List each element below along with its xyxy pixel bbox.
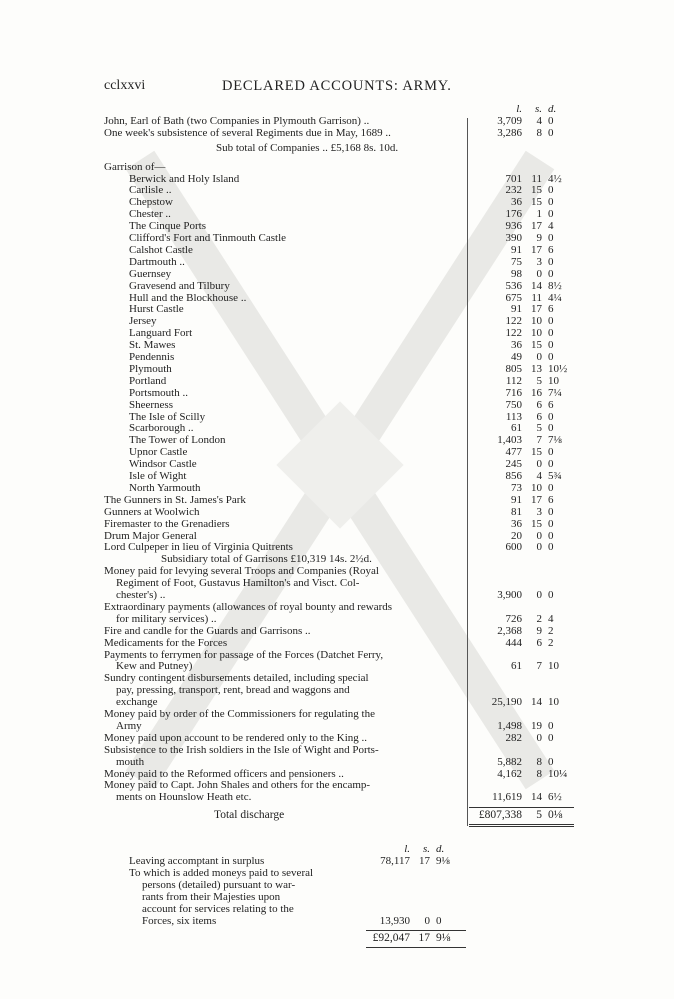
pounds-value: 282 — [505, 731, 522, 744]
pounds-value: 122 — [505, 327, 522, 340]
pence-value: 9⅛ — [436, 932, 451, 945]
pence-value: 0⅛ — [548, 809, 563, 822]
pounds-value: 856 — [505, 470, 522, 482]
pence-value: 0 — [548, 589, 554, 601]
shillings-value: 4 — [536, 114, 542, 127]
pounds-value: 477 — [505, 446, 522, 459]
shillings-value: 6 — [536, 410, 542, 423]
pence-value: 4½ — [548, 172, 562, 185]
shillings-value: 7 — [536, 660, 542, 673]
shillings-value: 5 — [536, 422, 542, 435]
running-title: DECLARED ACCOUNTS: ARMY. — [222, 78, 452, 94]
pence-value: 6 — [548, 493, 554, 506]
pence-value: 6 — [548, 398, 554, 411]
garrison-row — [104, 185, 574, 197]
rule-below-total — [469, 824, 574, 825]
garrison-row — [104, 364, 574, 376]
shillings-value: 14 — [531, 791, 542, 804]
item-text: Money paid to Capt. John Shales and others for the encamp- — [104, 779, 371, 792]
item-text: Extraordinary payments (allowances of royal bounty and rewards — [104, 600, 393, 613]
pence-value: 0 — [548, 755, 554, 768]
pence-value: 0 — [548, 126, 554, 139]
pence-value: 10 — [548, 696, 559, 709]
item-text: Subsistence to the Irish soldiers in the Isle of Wight and Ports- — [104, 743, 379, 756]
pence-value: 0 — [548, 232, 554, 244]
shillings-value: 17 — [531, 493, 542, 506]
item-text: exchange — [116, 696, 158, 709]
pounds-value: 3,709 — [497, 114, 522, 127]
pounds-value: 113 — [505, 410, 522, 423]
grand-total-row — [104, 933, 574, 945]
pence-value: 0 — [548, 327, 554, 340]
item-text: ments on Hounslow Heath etc. — [116, 791, 252, 804]
entry-label: Windsor Castle — [129, 458, 197, 471]
shillings-value: 10 — [531, 481, 542, 494]
item-text: Sundry contingent disbursements detailed, including special — [104, 672, 369, 685]
entry-label: Upnor Castle — [129, 446, 188, 459]
pounds-value: 73 — [511, 481, 522, 494]
entry-label: Gunners at Woolwich — [104, 505, 200, 518]
pounds-value: 49 — [511, 351, 522, 363]
pounds-value: 444 — [505, 636, 522, 649]
pounds-value: 232 — [505, 184, 522, 197]
added-text: rants from their Majesties upon — [142, 890, 281, 903]
shillings-value: 1 — [536, 208, 542, 221]
entry-label: Clifford's Fort and Tinmouth Castle — [129, 232, 287, 244]
item-row — [104, 626, 574, 638]
shillings-value: 6 — [536, 636, 542, 649]
ledger-row — [104, 128, 574, 140]
item-row — [104, 614, 574, 626]
pounds-value: 1,498 — [497, 719, 522, 732]
garrison-row — [104, 269, 574, 281]
pounds-value: 25,190 — [491, 696, 522, 709]
garrison-row — [104, 400, 574, 412]
entry-label: North Yarmouth — [129, 481, 201, 494]
surplus-label: Leaving accomptant in surplus — [129, 855, 265, 867]
pounds-value: 61 — [511, 660, 522, 673]
entry-label: Hurst Castle — [129, 303, 184, 316]
pounds-value: £92,047 — [372, 932, 410, 945]
pounds-value: 13,930 — [379, 914, 410, 927]
added-text: persons (detailed) pursuant to war- — [142, 878, 296, 891]
column-heading-pence: d. — [548, 103, 557, 115]
garrison-row — [104, 352, 574, 364]
pounds-value: 176 — [505, 208, 522, 221]
pounds-value: 112 — [505, 374, 522, 387]
subtotal-companies: Sub total of Companies .. £5,168 8s. 10d. — [216, 141, 399, 154]
pence-value: 0 — [548, 719, 554, 732]
pence-value: 9⅛ — [436, 855, 450, 867]
entry-label: Gravesend and Tilbury — [129, 279, 230, 292]
entry-label: Isle of Wight — [129, 470, 187, 482]
entry-label: Dartmouth .. — [129, 255, 185, 268]
item-row — [104, 745, 574, 757]
pence-value: 0 — [548, 422, 554, 435]
pounds-value: 91 — [511, 493, 522, 506]
garrison-row — [104, 245, 574, 257]
pounds-value: 122 — [505, 315, 522, 328]
item-text: Fire and candle for the Guards and Garrisons .. — [104, 624, 311, 637]
column-heading-pounds: l. — [516, 103, 522, 115]
pence-value: 2 — [548, 624, 554, 637]
pence-value: 0 — [548, 505, 554, 518]
shillings-value: 15 — [531, 184, 542, 197]
shillings-value: 15 — [531, 446, 542, 459]
page-header — [0, 78, 674, 98]
pence-value: 7⅛ — [548, 434, 562, 447]
entry-label: Sheerness — [129, 398, 173, 411]
pounds-value: £807,338 — [478, 809, 522, 822]
shillings-value: 2 — [536, 612, 542, 625]
entry-label: John, Earl of Bath (two Companies in Plymouth Garrison) .. — [104, 114, 370, 127]
column-heading-shillings: s. — [422, 843, 430, 856]
folio-number: cclxxvi — [104, 78, 146, 93]
pence-value: 5¾ — [548, 470, 562, 482]
pounds-value: 36 — [511, 517, 522, 530]
ledger-row — [104, 519, 574, 531]
shillings-value: 11 — [531, 172, 542, 185]
entry-label: Guernsey — [129, 267, 172, 280]
shillings-value: 5 — [536, 809, 542, 822]
item-text: pay, pressing, transport, rent, bread and waggons and — [116, 684, 350, 697]
pounds-value: 98 — [511, 267, 522, 280]
added-text: account for services relating to the — [142, 902, 294, 915]
pence-value: 0 — [548, 481, 554, 494]
column-heading-pounds: l. — [404, 843, 410, 856]
pounds-value: 936 — [505, 220, 522, 233]
shillings-value: 17 — [531, 220, 542, 233]
item-text: Money paid to the Reformed officers and pensioners .. — [104, 767, 344, 780]
pence-value: 10 — [548, 374, 559, 387]
shillings-value: 3 — [536, 255, 542, 268]
entry-label: Chester .. — [129, 208, 171, 221]
shillings-value: 3 — [536, 505, 542, 518]
item-text: Medicaments for the Forces — [104, 636, 228, 649]
pounds-value: 805 — [505, 362, 522, 375]
amount-column-rule — [467, 118, 468, 826]
shillings-value: 0 — [536, 529, 542, 542]
pounds-value: 20 — [511, 529, 522, 542]
added-row — [104, 880, 574, 892]
entry-label: Scarborough .. — [129, 422, 194, 435]
shillings-value: 17 — [419, 855, 430, 867]
entry-label: Languard Fort — [129, 327, 193, 340]
pounds-value: 5,882 — [497, 755, 522, 768]
added-text: Forces, six items — [142, 914, 217, 927]
pence-value: 0 — [548, 529, 554, 542]
entry-label: Firemaster to the Grenadiers — [104, 517, 230, 530]
garrison-row — [104, 257, 574, 269]
pounds-value: 1,403 — [497, 434, 522, 447]
pence-value: 10 — [548, 660, 559, 673]
added-row — [104, 892, 574, 904]
pounds-value: 701 — [505, 172, 522, 185]
shillings-value: 16 — [531, 386, 542, 399]
garrison-row — [104, 174, 574, 186]
entry-label: Portland — [129, 374, 167, 387]
pounds-value: 675 — [505, 291, 522, 304]
item-text: Money paid by order of the Commissioners for regulating the — [104, 708, 375, 720]
added-text: To which is added moneys paid to several — [129, 866, 314, 879]
pounds-value: 3,286 — [497, 126, 522, 139]
pounds-value: 78,117 — [380, 855, 410, 867]
shillings-value: 9 — [536, 624, 542, 637]
pence-value: 0 — [548, 517, 554, 530]
garrison-row — [104, 340, 574, 352]
pence-value: 0 — [548, 208, 554, 221]
item-row — [104, 602, 574, 614]
shillings-value: 17 — [418, 932, 430, 945]
shillings-value: 19 — [531, 719, 542, 732]
pence-value: 0 — [548, 114, 554, 127]
ledger-row — [104, 507, 574, 519]
pence-value: 6½ — [548, 791, 562, 804]
ledger-row — [104, 495, 574, 507]
shillings-value: 0 — [536, 267, 542, 280]
added-row — [104, 916, 574, 928]
shillings-value: 6 — [536, 398, 542, 411]
pence-value: 0 — [548, 541, 554, 554]
item-text: Money paid for levying several Troops and Companies (Royal — [104, 565, 379, 578]
pence-value: 0 — [436, 914, 442, 927]
pence-value: 0 — [548, 255, 554, 268]
item-row — [104, 721, 574, 733]
pence-value: 0 — [548, 315, 554, 328]
shillings-value: 0 — [536, 541, 542, 554]
pence-value: 10½ — [548, 362, 568, 375]
shillings-value: 8 — [536, 767, 542, 780]
entry-label: One week's subsistence of several Regiments due in May, 1689 .. — [104, 126, 391, 139]
pounds-value: 4,162 — [497, 767, 522, 780]
garrison-heading-row — [104, 162, 574, 174]
pence-value: 4¼ — [548, 291, 562, 304]
pence-value: 2 — [548, 636, 554, 649]
item-row — [104, 638, 574, 650]
item-text: Payments to ferrymen for passage of the Forces (Datchet Ferry, — [104, 648, 384, 661]
item-text: for military services) .. — [116, 612, 217, 625]
pounds-value: 81 — [511, 505, 522, 518]
column-heading-pence: d. — [436, 843, 445, 856]
garrison-row — [104, 483, 574, 495]
shillings-value: 0 — [424, 914, 430, 927]
item-text: Regiment of Foot, Gustavus Hamilton's and Visct. Col- — [116, 577, 360, 590]
pounds-value: 3,900 — [497, 589, 522, 601]
item-row — [104, 792, 574, 804]
entry-label: Lord Culpeper in lieu of Virginia Quitrents — [104, 541, 293, 554]
shillings-value: 0 — [536, 458, 542, 471]
entry-label: St. Mawes — [129, 339, 176, 352]
entry-label: The Tower of London — [129, 434, 226, 447]
shillings-value: 9 — [536, 232, 542, 244]
shillings-value: 0 — [536, 351, 542, 363]
pounds-value: 91 — [511, 243, 522, 256]
item-text: mouth — [116, 755, 145, 768]
pence-value: 10¼ — [548, 767, 568, 780]
shillings-value: 7 — [536, 434, 542, 447]
pounds-value: 726 — [505, 612, 522, 625]
pounds-value: 61 — [511, 422, 522, 435]
entry-label: Pendennis — [129, 351, 175, 363]
shillings-value: 0 — [536, 589, 542, 601]
pence-value: 4 — [548, 612, 554, 625]
pence-value: 6 — [548, 243, 554, 256]
entry-label: Berwick and Holy Island — [129, 172, 240, 185]
pence-value: 0 — [548, 458, 554, 471]
garrison-row — [104, 304, 574, 316]
subtotal-companies-row — [104, 143, 574, 155]
pounds-value: 11,619 — [492, 791, 522, 804]
garrison-row — [104, 281, 574, 293]
pounds-value: 600 — [505, 541, 522, 554]
pence-value: 7¼ — [548, 386, 562, 399]
shillings-value: 11 — [531, 291, 542, 304]
total-discharge-label: Total discharge — [214, 809, 285, 822]
pence-value: 0 — [548, 446, 554, 459]
shillings-value: 0 — [536, 731, 542, 744]
item-text: Money paid upon account to be rendered only to the King .. — [104, 731, 368, 744]
rule-above-total — [469, 807, 574, 808]
pence-value: 6 — [548, 303, 554, 316]
garrison-row — [104, 197, 574, 209]
pence-value: 0 — [548, 410, 554, 423]
entry-label: Plymouth — [129, 362, 172, 375]
shillings-value: 8 — [536, 755, 542, 768]
shillings-value: 15 — [531, 517, 542, 530]
pence-value: 0 — [548, 351, 554, 363]
pounds-value: 2,368 — [497, 624, 522, 637]
pounds-value: 750 — [505, 398, 522, 411]
item-text: chester's) .. — [116, 589, 166, 601]
entry-label: Hull and the Blockhouse .. — [129, 291, 247, 304]
pence-value: 0 — [548, 267, 554, 280]
shillings-value: 15 — [531, 339, 542, 352]
pence-value: 0 — [548, 731, 554, 744]
item-text: Army — [116, 719, 142, 732]
added-row — [104, 868, 574, 880]
total-discharge-row — [104, 810, 574, 822]
item-text: Kew and Putney) — [116, 660, 193, 673]
shillings-value: 5 — [536, 374, 542, 387]
shillings-value: 14 — [531, 696, 542, 709]
pence-value: 0 — [548, 339, 554, 352]
shillings-value: 8 — [536, 126, 542, 139]
shillings-value: 17 — [531, 303, 542, 316]
column-heading-shillings: s. — [534, 103, 542, 115]
item-row — [104, 757, 574, 769]
garrison-row — [104, 388, 574, 400]
entry-label: Portsmouth .. — [129, 386, 188, 399]
shillings-value: 15 — [531, 196, 542, 209]
entry-label: Calshot Castle — [129, 243, 193, 256]
entry-label: Carlisle .. — [129, 184, 172, 197]
entry-label: Jersey — [129, 315, 157, 328]
pounds-value: 75 — [511, 255, 522, 268]
rule-above-grand-total — [366, 930, 466, 931]
pence-value: 0 — [548, 196, 554, 209]
shillings-value: 10 — [531, 315, 542, 328]
pence-value: 0 — [548, 184, 554, 197]
entry-label: The Isle of Scilly — [129, 410, 206, 423]
rule-below-total-double — [469, 826, 574, 827]
added-row — [104, 904, 574, 916]
pounds-value: 91 — [511, 303, 522, 316]
pounds-value: 245 — [505, 458, 522, 471]
pence-value: 8½ — [548, 279, 562, 292]
entry-label: Chepstow — [129, 196, 173, 209]
rule-below-grand-total — [366, 947, 466, 948]
pounds-value: 536 — [505, 279, 522, 292]
entry-label: The Gunners in St. James's Park — [104, 493, 246, 506]
entry-label: The Cinque Ports — [129, 220, 206, 233]
pounds-value: 36 — [511, 196, 522, 209]
item-row — [104, 733, 574, 745]
garrison-row — [104, 376, 574, 388]
pounds-value: 716 — [505, 386, 522, 399]
garrison-heading: Garrison of— — [104, 160, 166, 173]
pounds-value: 390 — [505, 232, 522, 244]
shillings-value: 14 — [531, 279, 542, 292]
shillings-value: 4 — [536, 470, 542, 482]
entry-label: Drum Major General — [104, 529, 197, 542]
shillings-value: 13 — [531, 362, 542, 375]
pounds-value: 36 — [511, 339, 522, 352]
shillings-value: 10 — [531, 327, 542, 340]
ledger-row — [104, 116, 574, 128]
shillings-value: 17 — [531, 243, 542, 256]
subtotal-garrisons: Subsidiary total of Garrisons £10,319 14s. 2½d. — [161, 553, 372, 566]
pence-value: 4 — [548, 220, 554, 233]
